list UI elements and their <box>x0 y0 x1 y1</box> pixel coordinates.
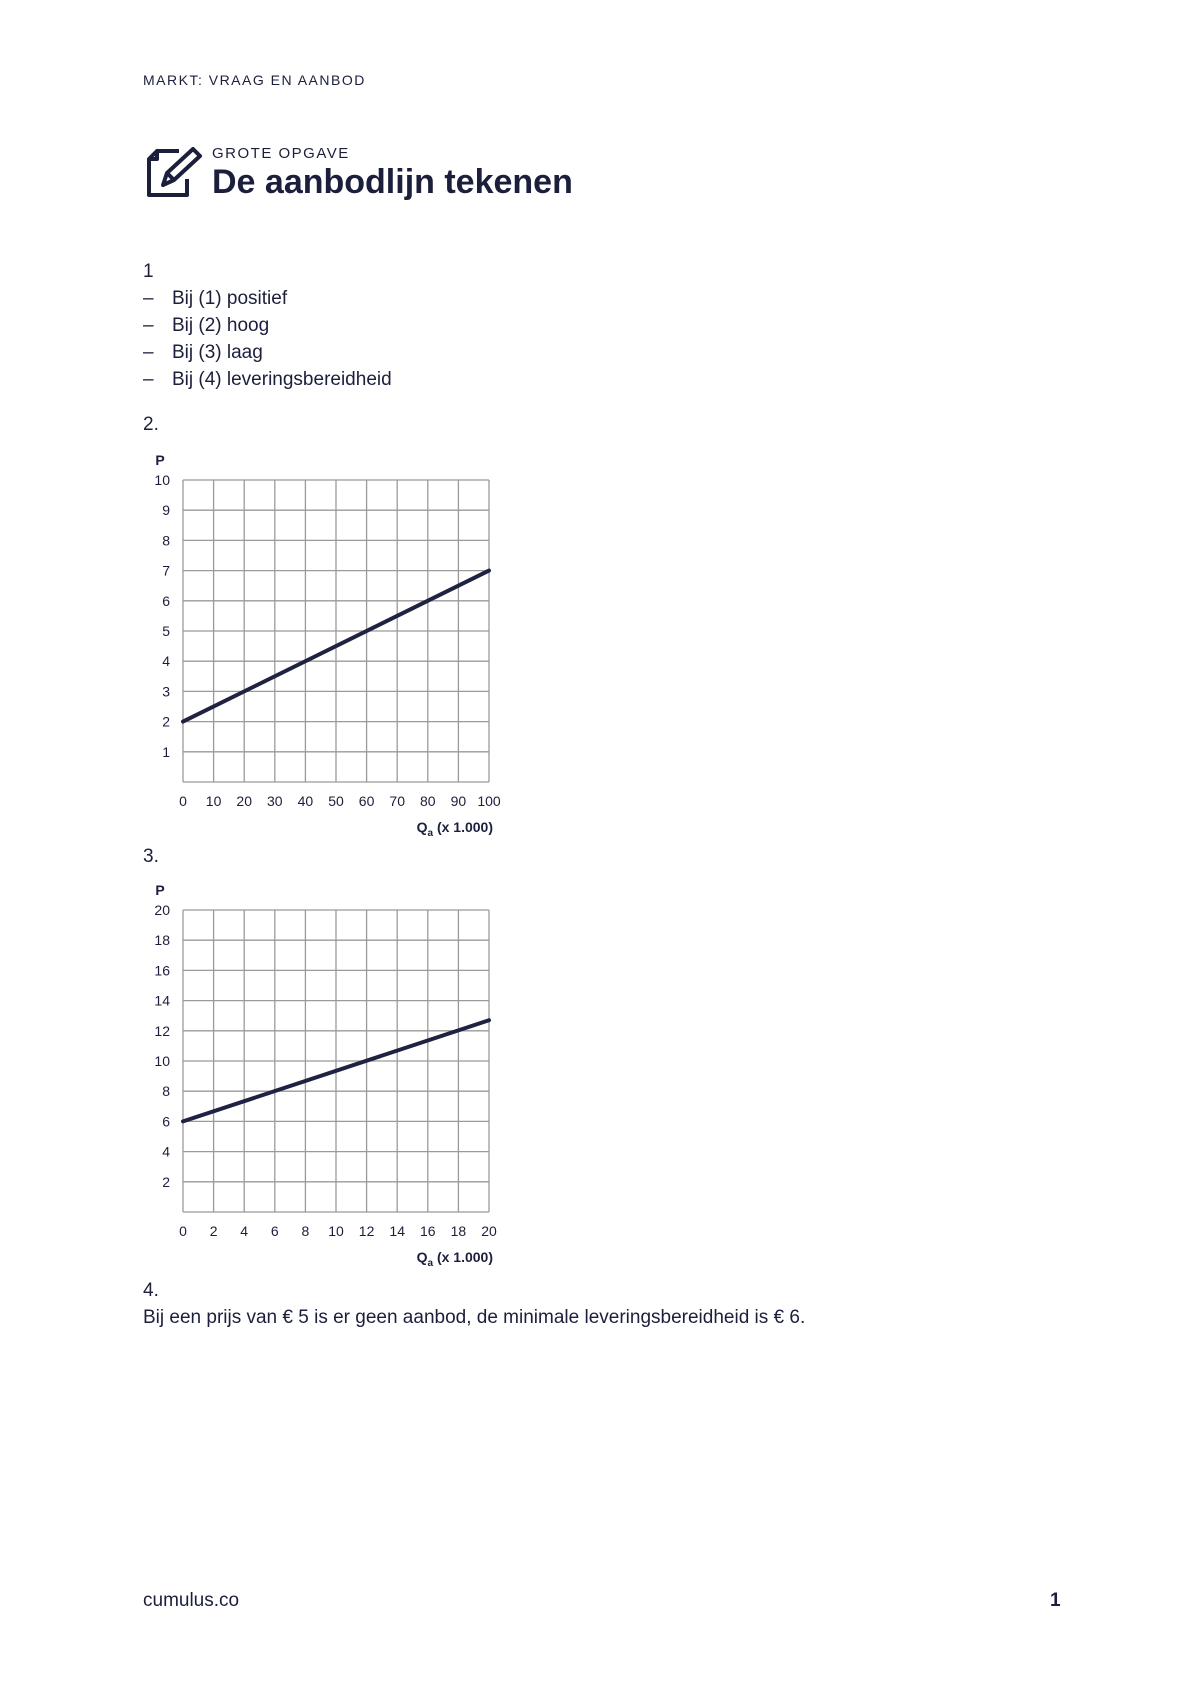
answer-text: Bij een prijs van € 5 is er geen aanbod, de minimale leveringsbereidheid is € 6. <box>143 1307 806 1328</box>
x-tick-label: 0 <box>179 793 187 809</box>
y-tick-label: 9 <box>162 502 170 519</box>
x-tick-label: 18 <box>450 1223 467 1239</box>
x-tick-label: 50 <box>328 793 344 809</box>
y-tick-label: 4 <box>162 1143 170 1160</box>
y-tick-label: 10 <box>154 472 170 488</box>
x-tick-label: 90 <box>450 793 467 809</box>
question-number: 4. <box>143 1280 159 1301</box>
y-tick-label: 5 <box>162 623 170 639</box>
y-tick-label: 20 <box>154 902 170 918</box>
page-number: 1 <box>1050 1590 1061 1611</box>
question-3 <box>143 843 1083 870</box>
x-tick-label: 20 <box>481 1223 497 1239</box>
x-tick-label: 6 <box>270 1223 279 1239</box>
x-tick-label: 10 <box>328 1223 344 1239</box>
question-4 <box>143 1277 805 1331</box>
x-tick-label: 16 <box>420 1223 436 1239</box>
y-tick-label: 8 <box>162 1083 170 1100</box>
section-label: MARKT: VRAAG EN AANBOD <box>143 72 366 88</box>
y-tick-label: 7 <box>162 562 170 579</box>
y-axis-label: P <box>155 882 165 898</box>
pencil-note-icon <box>143 145 203 201</box>
supply-chart-2 <box>143 870 523 1270</box>
question-number: 3. <box>143 846 159 867</box>
question-1 <box>143 258 1083 438</box>
answer-list <box>143 285 1083 393</box>
x-tick-label: 4 <box>240 1223 249 1239</box>
y-tick-label: 6 <box>162 592 170 609</box>
x-tick-label: 10 <box>205 793 222 809</box>
footer-site: cumulus.co <box>143 1590 240 1611</box>
y-tick-label: 18 <box>154 932 170 949</box>
supply-chart-1 <box>143 440 523 840</box>
x-tick-label: 30 <box>267 793 283 809</box>
y-tick-label: 14 <box>154 992 170 1009</box>
list-item: – Bij (2) hoog <box>143 312 1083 339</box>
y-tick-label: 1 <box>162 743 170 760</box>
x-tick-label: 100 <box>477 793 501 809</box>
y-tick-label: 12 <box>154 1022 170 1039</box>
x-tick-label: 80 <box>420 793 436 809</box>
question-number: 2. <box>143 414 159 435</box>
x-tick-label: 40 <box>297 793 314 809</box>
x-tick-label: 8 <box>301 1223 310 1239</box>
y-tick-label: 6 <box>162 1113 170 1130</box>
x-tick-label: 12 <box>358 1223 375 1239</box>
y-axis-label: P <box>155 452 165 468</box>
y-tick-label: 16 <box>154 962 170 979</box>
x-tick-label: 2 <box>209 1223 218 1239</box>
x-tick-label: 0 <box>179 1223 187 1239</box>
x-tick-label: 14 <box>389 1223 405 1239</box>
y-tick-label: 2 <box>162 1173 170 1190</box>
y-tick-label: 8 <box>162 532 170 549</box>
x-tick-label: 60 <box>358 793 375 809</box>
list-item: – Bij (1) positief <box>143 285 1083 312</box>
y-tick-label: 10 <box>154 1053 170 1069</box>
x-axis-label: $Q_a$ (x 1.000) <box>416 1249 493 1269</box>
y-tick-label: 4 <box>162 653 170 670</box>
question-number: 1 <box>143 261 154 282</box>
page-title: De aanbodlijn tekenen <box>212 163 573 201</box>
x-tick-label: 70 <box>389 793 405 809</box>
list-item: – Bij (4) leveringsbereidheid <box>143 366 1083 393</box>
assignment-kicker: GROTE OPGAVE <box>212 145 350 162</box>
y-tick-label: 2 <box>162 713 170 730</box>
y-tick-label: 3 <box>162 683 170 700</box>
x-tick-label: 20 <box>236 793 252 809</box>
x-axis-label: $Q_a$ (x 1.000) <box>416 819 493 839</box>
list-item: – Bij (3) laag <box>143 339 1083 366</box>
